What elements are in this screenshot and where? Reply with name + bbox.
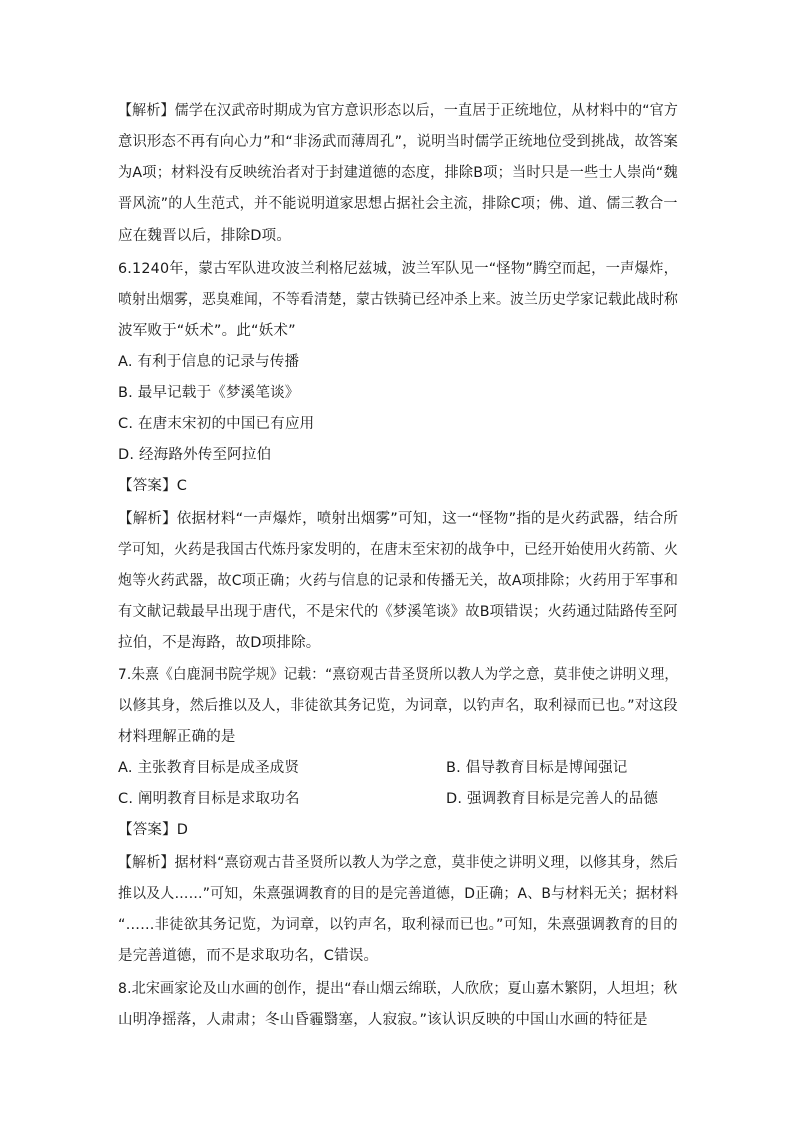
question-6-analysis: 炮等火药武器，故C项正确；火药与信息的记录和传播无关，故A项排除；火药用于军事和 [118,573,679,589]
question-6-option-a: A. 有利于信息的记录与传播 [118,354,300,370]
question-7-analysis: 推以及人……”可知，朱熹强调教育的目的是完善道德，D正确；A、B与材料无关；据材料 [118,886,679,902]
question-7-option-b: B. 倡导教育目标是博闻强记 [446,760,628,776]
question-7-answer: 【答案】D [118,822,189,838]
question-6-option-c: C. 在唐末宋初的中国已有应用 [118,416,315,432]
question-6-option-b: B. 最早记载于《梦溪笔谈》 [118,385,300,401]
analysis-5-line: 晋风流”的人生范式，并不能说明道家思想占据社会主流，排除C项；佛、道、儒三教合一 [118,196,678,212]
question-6-analysis: 拉伯，不是海路，故D项排除。 [118,635,321,651]
analysis-5-line: 应在魏晋以后，排除D项。 [118,228,292,244]
question-6-answer: 【答案】C [118,478,188,494]
analysis-5-line: 为A项；材料没有反映统治者对于封建道德的态度，排除B项；当时只是一些士人崇尚“魏 [118,165,678,181]
question-6-option-d: D. 经海路外传至阿拉伯 [118,447,272,463]
question-8-stem: 8.北宋画家论及山水画的创作，提出“春山烟云绵联，人欣欣；夏山嘉木繁阴，人坦坦；秋 [118,981,678,997]
question-7-option-d: D. 强调教育目标是完善人的品德 [446,791,659,807]
question-6-analysis: 【解析】依据材料“一声爆炸，喷射出烟雾”可知，这一“怪物”指的是火药武器，结合所 [118,511,679,527]
question-6-analysis: 有文献记载最早出现于唐代，不是宋代的《梦溪笔谈》故B项错误；火药通过陆路传至阿 [118,604,678,620]
question-7-stem: 7.朱熹《白鹿洞书院学规》记载：“熹窃观古昔圣贤所以教人为学之意，莫非使之讲明义理， [118,667,679,683]
question-7-analysis: 【解析】据材料“熹窃观古昔圣贤所以教人为学之意，莫非使之讲明义理，以修其身，然后 [118,855,679,871]
question-8-stem: 山明净摇落，人肃肃；冬山昏霾翳塞，人寂寂。”该认识反映的中国山水画的特征是 [118,1012,648,1028]
question-6-analysis: 学可知，火药是我国古代炼丹家发明的，在唐末至宋初的战争中，已经开始使用火药箭、火 [118,542,679,558]
question-6-stem: 波军败于“妖术”。此“妖术” [118,323,296,339]
question-7-stem: 材料理解正确的是 [118,729,236,745]
question-6-stem: 6.1240年，蒙古军队进攻波兰利格尼兹城，波兰军队见一“怪物”腾空而起，一声爆炸， [118,261,679,277]
question-7-stem: 以修其身，然后推以及人，非徒欲其务记览，为词章，以钓声名，取利禄而已也。”对这段 [118,698,678,714]
question-6-stem: 喷射出烟雾，恶臭难闻，不等看清楚，蒙古铁骑已经冲杀上来。波兰历史学家记载此战时称 [118,292,679,308]
analysis-5-line: 【解析】儒学在汉武帝时期成为官方意识形态以后，一直居于正统地位，从材料中的“官方 [118,103,679,119]
question-7-option-a: A. 主张教育目标是成圣成贤 [118,760,300,776]
question-7-analysis: 是完善道德，而不是求取功名，C错误。 [118,948,379,964]
question-7-option-c: C. 阐明教育目标是求取功名 [118,791,300,807]
question-7-analysis: “……非徒欲其务记览，为词章，以钓声名，取利禄而已也。”可知，朱熹强调教育的目的 [118,917,678,933]
analysis-5-line: 意识形态不再有向心力”和“非汤武而薄周孔”，说明当时儒学正统地位受到挑战，故答案 [118,134,679,150]
